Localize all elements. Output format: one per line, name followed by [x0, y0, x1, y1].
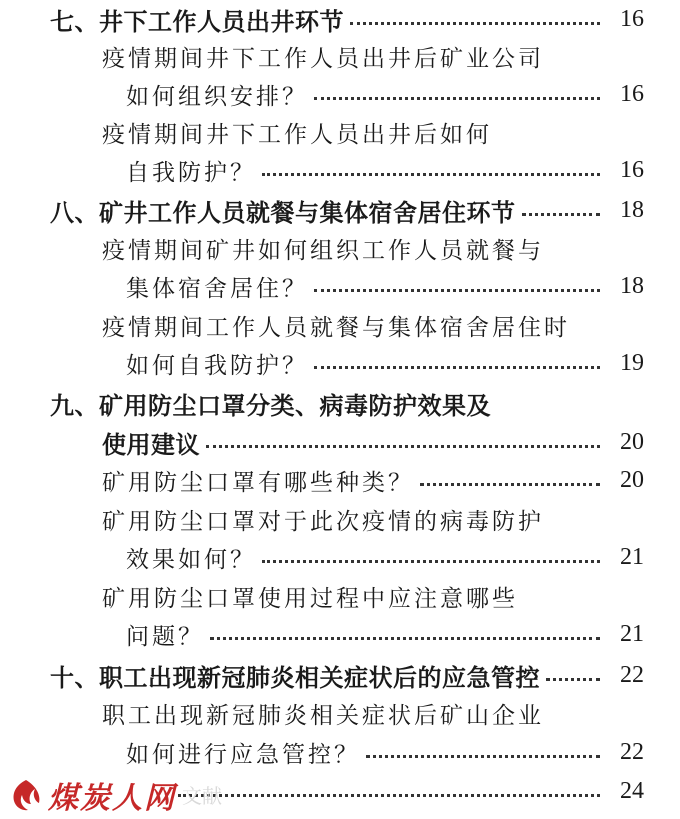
toc-page-number: 16 [620, 80, 644, 107]
toc-entry-text: 如何自我防护？ [126, 352, 308, 379]
toc-sub-line [0, 75, 680, 113]
toc-sub-line [0, 538, 680, 576]
dot-leader [314, 289, 600, 292]
toc-sub-line [0, 37, 680, 75]
toc-sub-line [0, 500, 680, 538]
toc-chapter-line [0, 384, 680, 422]
dot-leader [350, 22, 600, 25]
toc-entry-text: 疫情期间井下工作人员出井后如何 [102, 121, 492, 148]
toc-entry-text: 疫情期间工作人员就餐与集体宿舍居住时 [102, 314, 570, 341]
toc-sub-line [0, 151, 680, 189]
toc-chapter-line [0, 656, 680, 694]
toc-sub-line [0, 615, 680, 653]
toc-sub-line [0, 461, 680, 499]
dot-leader [314, 97, 600, 100]
toc-entry-text: 矿用防尘口罩对于此次疫情的病毒防护 [102, 508, 544, 535]
toc-sub-line [0, 733, 680, 771]
toc-entry-text: 如何组织安排？ [126, 83, 308, 110]
dot-leader [210, 637, 600, 640]
toc-sub-line [0, 306, 680, 344]
toc-page-number: 19 [620, 349, 644, 376]
toc-sub-line [0, 694, 680, 732]
toc-entry-text: 矿用防尘口罩使用过程中应注意哪些 [102, 585, 518, 612]
toc-page-number: 18 [620, 196, 644, 223]
toc-entry-text: 问题？ [126, 623, 204, 650]
toc-page-number: 24 [620, 777, 644, 804]
dot-leader [546, 678, 600, 681]
toc-entry-text: 矿用防尘口罩有哪些种类？ [102, 469, 414, 496]
watermark-faint-text: 文献 [182, 784, 222, 808]
toc-page-number: 20 [620, 466, 644, 493]
toc-entry-text: 七、井下工作人员出井环节 [50, 7, 344, 36]
dot-leader [262, 173, 600, 176]
watermark-logo [0, 770, 222, 819]
toc-chapter-line [0, 423, 680, 461]
flame-logo-icon [8, 777, 44, 813]
toc-page-number: 20 [620, 428, 644, 455]
toc-entry-text: 八、矿井工作人员就餐与集体宿舍居住环节 [50, 198, 516, 227]
toc-page-number: 16 [620, 156, 644, 183]
dot-leader [206, 445, 600, 448]
dot-leader [366, 755, 600, 758]
toc-entry-text: 十、职工出现新冠肺炎相关症状后的应急管控 [50, 663, 540, 692]
toc-entry-text: 如何进行应急管控？ [126, 741, 360, 768]
toc-entry-text: 使用建议 [102, 430, 200, 459]
toc-sub-line [0, 577, 680, 615]
toc-sub-line [0, 344, 680, 382]
toc-chapter-line [0, 0, 680, 38]
toc-page-number: 16 [620, 5, 644, 32]
toc-page-number: 22 [620, 661, 644, 688]
dot-leader [420, 483, 600, 486]
toc-page-number: 18 [620, 272, 644, 299]
toc-entry-text: 自我防护？ [126, 159, 256, 186]
toc-entry-text: 疫情期间井下工作人员出井后矿业公司 [102, 45, 544, 72]
toc-entry-text: 职工出现新冠肺炎相关症状后矿山企业 [102, 702, 544, 729]
toc-sub-line [0, 267, 680, 305]
dot-leader [262, 560, 600, 563]
toc-sub-line [0, 113, 680, 151]
watermark-text: 煤炭人网 [48, 780, 176, 816]
dot-leader [178, 794, 600, 797]
toc-page-number: 22 [620, 738, 644, 765]
toc-sub-line [0, 229, 680, 267]
toc-page-number: 21 [620, 620, 644, 647]
toc-entry-text: 集体宿舍居住？ [126, 275, 308, 302]
dot-leader [522, 213, 601, 216]
toc-page-number: 21 [620, 543, 644, 570]
dot-leader [314, 366, 600, 369]
toc-entry-text: 九、矿用防尘口罩分类、病毒防护效果及 [50, 391, 491, 420]
toc-entry-text: 效果如何？ [126, 546, 256, 573]
toc-chapter-line [0, 191, 680, 229]
toc-entry-text: 疫情期间矿井如何组织工作人员就餐与 [102, 237, 544, 264]
